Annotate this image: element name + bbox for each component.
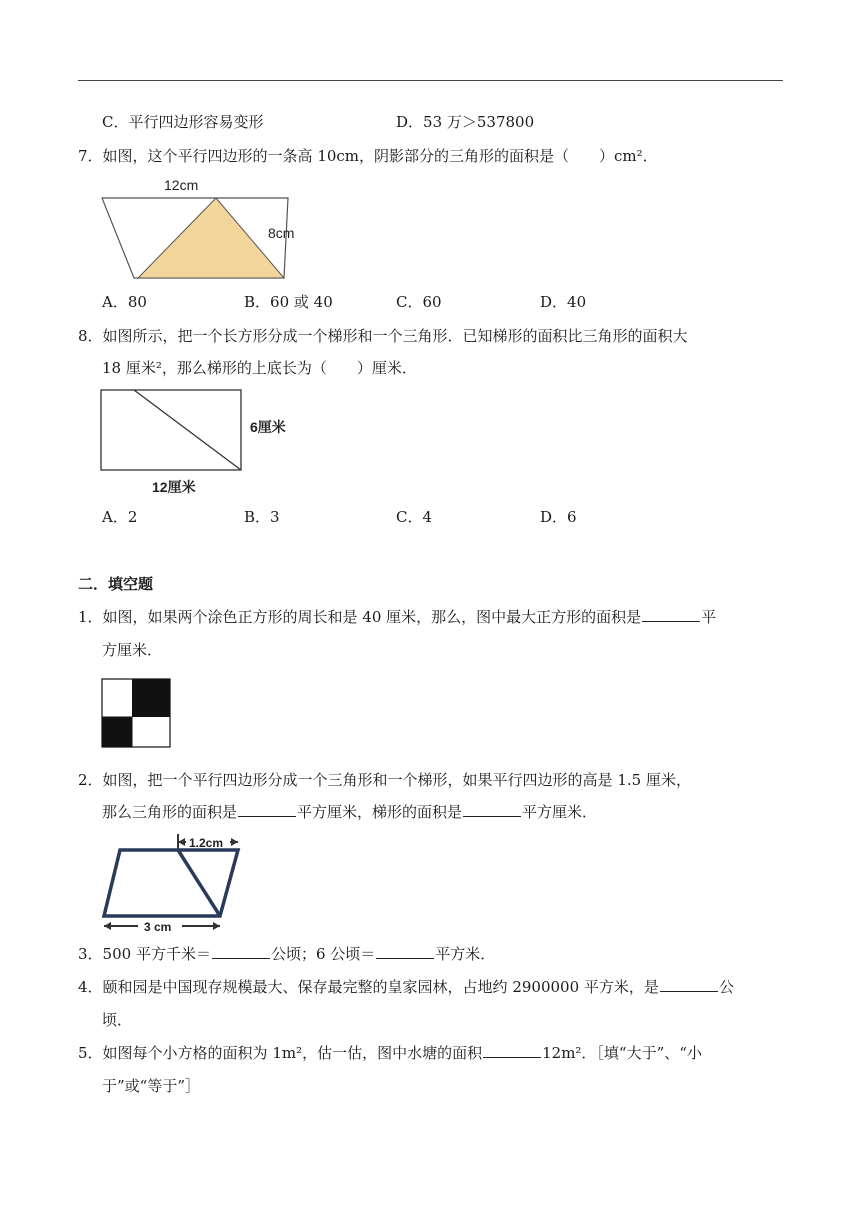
q7-option-c: C．60: [396, 293, 442, 311]
f4-answer-blank[interactable]: [660, 977, 718, 992]
f2-answer-blank-2[interactable]: [463, 802, 521, 817]
q8-diagonal: [134, 390, 241, 470]
q7-side-label: 8cm: [268, 225, 295, 241]
q8-stem-line1: 8．如图所示，把一个长方形分成一个梯形和一个三角形．已知梯形的面积比三角形的面积大: [78, 327, 688, 345]
f3-text-c: 平方米．: [435, 945, 496, 963]
f3-line: [78, 944, 495, 964]
f2-line1: 2．如图，把一个平行四边形分成一个三角形和一个梯形，如果平行四边形的高是 1.5 厘米，: [78, 771, 691, 789]
q7-stem: 7．如图，这个平行四边形的一条高 10cm，阴影部分的三角形的面积是（ ）cm²．: [78, 147, 658, 165]
f2-text-b: 平方厘米，梯形的面积是: [297, 803, 463, 821]
q7-option-b: B．60 或 40: [244, 293, 333, 311]
f1-text-b: 平: [701, 608, 717, 626]
q6-option-d: D．53 万＞537800: [396, 113, 535, 131]
q8-option-c: C．4: [396, 508, 433, 526]
section-heading: 二．填空题: [78, 575, 154, 593]
f1-line2: 方厘米．: [102, 641, 163, 659]
f2-divider: [178, 850, 220, 916]
f1-black-square-large: [132, 679, 170, 717]
q8-option-d: D．6: [540, 508, 577, 526]
f1-line1: [78, 607, 716, 627]
f1-black-square-small: [102, 717, 132, 747]
f3-answer-blank-1[interactable]: [212, 944, 270, 959]
q8-side-label: 6厘米: [250, 419, 286, 435]
f4-text-b: 公: [718, 978, 734, 996]
f4-text-a: 4．颐和园是中国现存规模最大、保存最完整的皇家园林，占地约 2900000 平方米，是: [78, 978, 659, 996]
q8-figure: [98, 386, 298, 498]
q6-option-c: C．平行四边形容易变形: [102, 113, 264, 131]
f2-text-a: 那么三角形的面积是: [102, 803, 238, 821]
f1-text-a: 1．如图，如果两个涂色正方形的周长和是 40 厘米，那么，图中最大正方形的面积是: [78, 608, 642, 626]
q7-top-label: 12cm: [164, 177, 199, 193]
f2-bottom-label: 3 cm: [144, 920, 172, 934]
f5-text-b: 12m²．［填“大于”、“小: [542, 1044, 702, 1062]
f3-text-b: 公顷；6 公顷＝: [270, 945, 376, 963]
q8-option-a: A．2: [102, 508, 138, 526]
q8-option-b: B．3: [244, 508, 280, 526]
q7-option-a: A．80: [102, 293, 147, 311]
f3-answer-blank-2[interactable]: [376, 944, 434, 959]
f1-answer-blank[interactable]: [642, 607, 700, 622]
f3-text-a: 3．500 平方千米＝: [78, 945, 211, 963]
f2-line2: [102, 802, 597, 822]
q7-shaded-triangle: [138, 198, 284, 278]
f1-figure: [101, 678, 173, 750]
f2-top-label: 1.2cm: [189, 836, 224, 850]
f5-line1: [78, 1043, 702, 1063]
f4-line1: [78, 977, 734, 997]
f4-line2: 顷．: [102, 1011, 133, 1029]
q8-bottom-label: 12厘米: [152, 479, 196, 495]
f5-line2: 于”或“等于”］: [102, 1077, 201, 1095]
header-rule: [78, 80, 783, 81]
q7-figure: [96, 172, 316, 284]
f2-figure: [98, 830, 248, 934]
f2-parallelogram: [104, 850, 238, 916]
f5-answer-blank[interactable]: [483, 1043, 541, 1058]
q8-rectangle: [101, 390, 241, 470]
q8-stem-line2: 18 厘米²，那么梯形的上底长为（ ）厘米．: [102, 359, 417, 377]
f5-text-a: 5．如图每个小方格的面积为 1m²，估一估，图中水塘的面积: [78, 1044, 483, 1062]
q7-option-d: D．40: [540, 293, 587, 311]
f2-text-c: 平方厘米．: [522, 803, 598, 821]
f2-answer-blank-1[interactable]: [238, 802, 296, 817]
